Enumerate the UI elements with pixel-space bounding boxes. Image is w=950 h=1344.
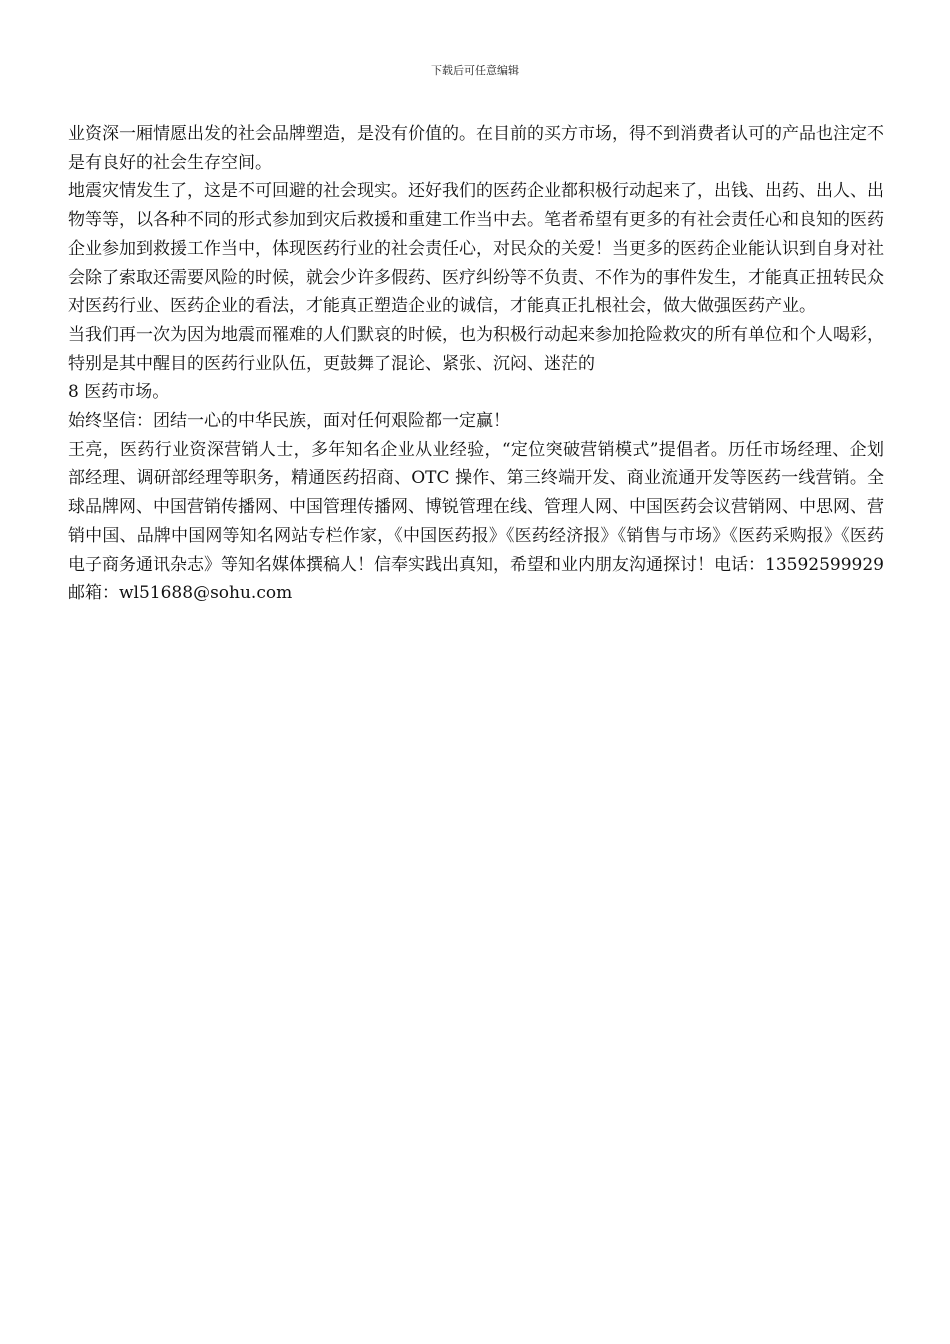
document-body (68, 120, 884, 608)
paragraph-author-bio: 王亮，医药行业资深营销人士，多年知名企业从业经验，“定位突破营销模式”提倡者。历任市场经理、企划部经理、调研部经理等职务，精通医药招商、OTC 操作、第三终端开发、商业流通开发等医药一线营销。全球品牌网、中国营销传播网、中国管理传播网、博锐管理在线、管理人网、中国医药会议营销网、中思网、营销中国、品牌中国网等知名网站专栏作家，《中国医药报》《医药经济报》《销售与市场》《医药采购报》《医药电子商务通讯杂志》等知名媒体撰稿人！信奉实践出真知，希望和业内朋友沟通探讨！电话：13592599929 邮箱：wl51688@sohu.com (68, 439, 884, 604)
paragraph-earthquake-response: 地震灾情发生了，这是不可回避的社会现实。还好我们的医药企业都积极行动起来了，出钱、出药、出人、出物等等，以各种不同的形式参加到灾后救援和重建工作当中去。笔者希望有更多的有社会责任心和良知的医药企业参加到救援工作当中，体现医药行业的社会责任心，对民众的关爱！当更多的医药企业能认识到自身对社会除了索取还需要风险的时候，就会少许多假药、医疗纠纷等不负责、不作为的事件发生，才能真正扭转民众对医药行业、医药企业的看法，才能真正塑造企业的诚信，才能真正扎根社会，做大做强医药产业。 (68, 181, 884, 317)
paragraph-belief: 始终坚信：团结一心的中华民族，面对任何艰险都一定赢！ (68, 411, 510, 432)
paragraph-mourning: 当我们再一次为因为地震而罹难的人们默哀的时候，也为积极行动起来参加抢险救灾的所有单位和个人喝彩，特别是其中醒目的医药行业队伍，更鼓舞了混论、紧张、沉闷、迷茫的 (68, 324, 884, 374)
page-header: 下载后可任意编辑 (431, 64, 519, 77)
paragraph-brand-value: 业资深一厢情愿出发的社会品牌塑造，是没有价值的。在目前的买方市场，得不到消费者认可的产品也注定不是有良好的社会生存空间。 (68, 124, 884, 173)
paragraph-market: 8 医药市场。 (68, 382, 170, 403)
